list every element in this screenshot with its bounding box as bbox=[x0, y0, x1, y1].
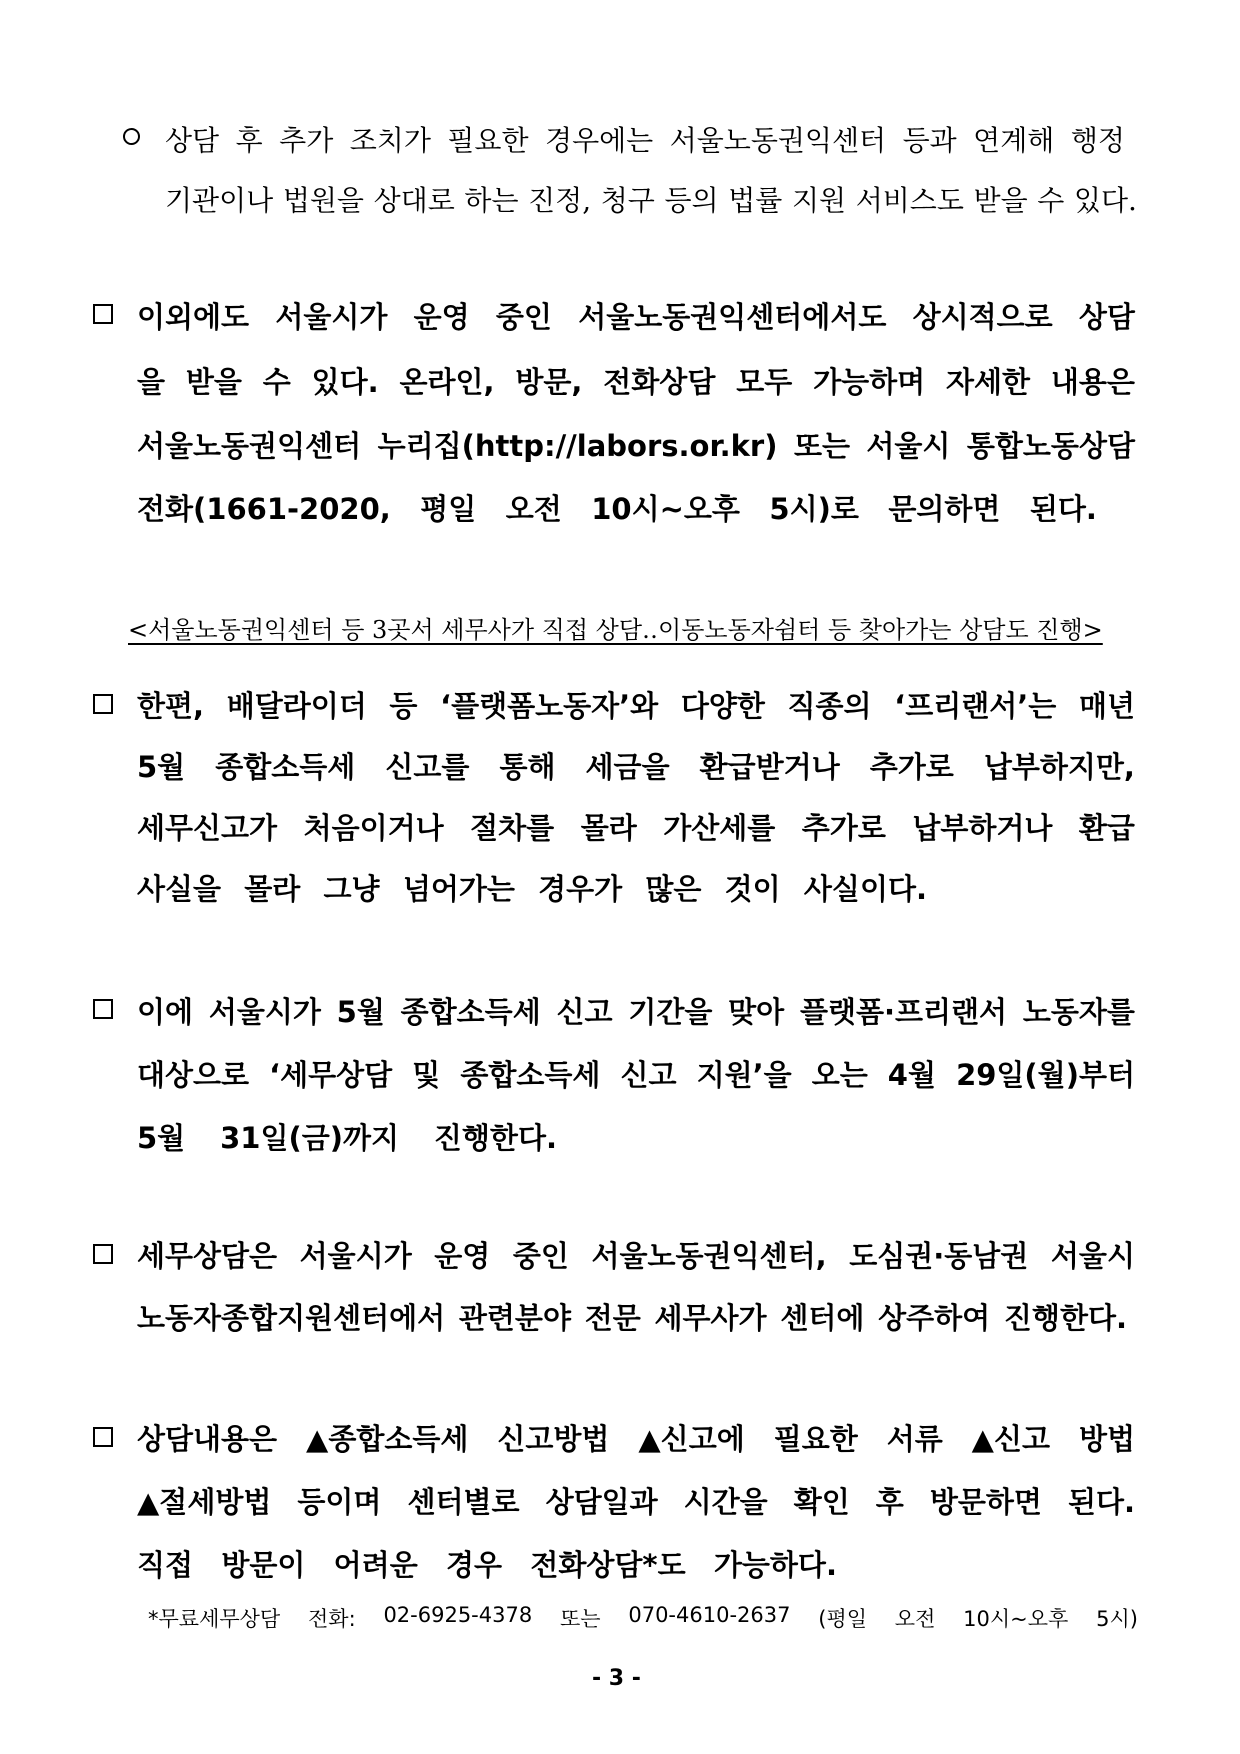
section-2-line-3: 서울노동권익센터 누리집(http://labors.or.kr) 또는 서울시 통합노동상담 bbox=[137, 429, 1135, 463]
section-2-line-4: 전화(1661-2020, 평일 오전 10시~오후 5시)로 문의하면 된다. bbox=[137, 492, 1097, 526]
checkbox-bullet-icon bbox=[93, 694, 113, 714]
section-1-line-2: 기관이나 법원을 상대로 하는 진정, 청구 등의 법률 지원 서비스도 받을 수 있다. bbox=[165, 184, 1137, 217]
footnote: *무료세무상담 전화: 02-6925-4378 또는 070-4610-2637 (평일 오전 10시~오후 5시) bbox=[148, 1603, 1138, 1631]
section-6-line-1: 상담내용은 ▲종합소득세 신고방법 ▲신고에 필요한 서류 ▲신고 방법 bbox=[137, 1422, 1135, 1456]
section-2-line-1: 이외에도 서울시가 운영 중인 서울노동권익센터에서도 상시적으로 상담 bbox=[137, 300, 1135, 334]
section-5-line-2: 노동자종합지원센터에서 관련분야 전문 세무사가 센터에 상주하여 진행한다. bbox=[137, 1301, 1127, 1335]
section-4-line-1: 이에 서울시가 5월 종합소득세 신고 기간을 맞아 플랫폼·프리랜서 노동자를 bbox=[137, 995, 1135, 1029]
section-2-line-2: 을 받을 수 있다. 온라인, 방문, 전화상담 모두 가능하며 자세한 내용은 bbox=[137, 365, 1135, 399]
circle-bullet-icon bbox=[123, 128, 140, 145]
section-5-line-1: 세무상담은 서울시가 운영 중인 서울노동권익센터, 도심권·동남권 서울시 bbox=[137, 1239, 1135, 1273]
section-3-line-2: 5월 종합소득세 신고를 통해 세금을 환급받거나 추가로 납부하지만, bbox=[137, 750, 1135, 784]
section-4-line-3: 5월 31일(금)까지 진행한다. bbox=[137, 1121, 557, 1155]
section-3-line-4: 사실을 몰라 그냥 넘어가는 경우가 많은 것이 사실이다. bbox=[137, 872, 927, 906]
checkbox-bullet-icon bbox=[93, 999, 113, 1019]
section-6-line-3: 직접 방문이 어려운 경우 전화상담*도 가능하다. bbox=[137, 1548, 837, 1582]
section-subheading: <서울노동권익센터 등 3곳서 세무사가 직접 상담‥이동노동자쉼터 등 찾아가는 상담도 진행> bbox=[128, 616, 1103, 644]
checkbox-bullet-icon bbox=[93, 304, 113, 324]
section-3-line-1: 한편, 배달라이더 등 ‘플랫폼노동자’와 다양한 직종의 ‘프리랜서’는 매년 bbox=[137, 689, 1135, 723]
checkbox-bullet-icon bbox=[93, 1244, 113, 1264]
section-3-line-3: 세무신고가 처음이거나 절차를 몰라 가산세를 추가로 납부하거나 환급 bbox=[137, 811, 1135, 845]
page-number: - 3 - bbox=[592, 1666, 641, 1691]
checkbox-bullet-icon bbox=[93, 1427, 113, 1447]
section-1-line-1: 상담 후 추가 조치가 필요한 경우에는 서울노동권익센터 등과 연계해 행정 bbox=[165, 124, 1125, 157]
section-4-line-2: 대상으로 ‘세무상담 및 종합소득세 신고 지원’을 오는 4월 29일(월)부터 bbox=[137, 1058, 1135, 1092]
section-6-line-2: ▲절세방법 등이며 센터별로 상담일과 시간을 확인 후 방문하면 된다. bbox=[137, 1485, 1135, 1519]
